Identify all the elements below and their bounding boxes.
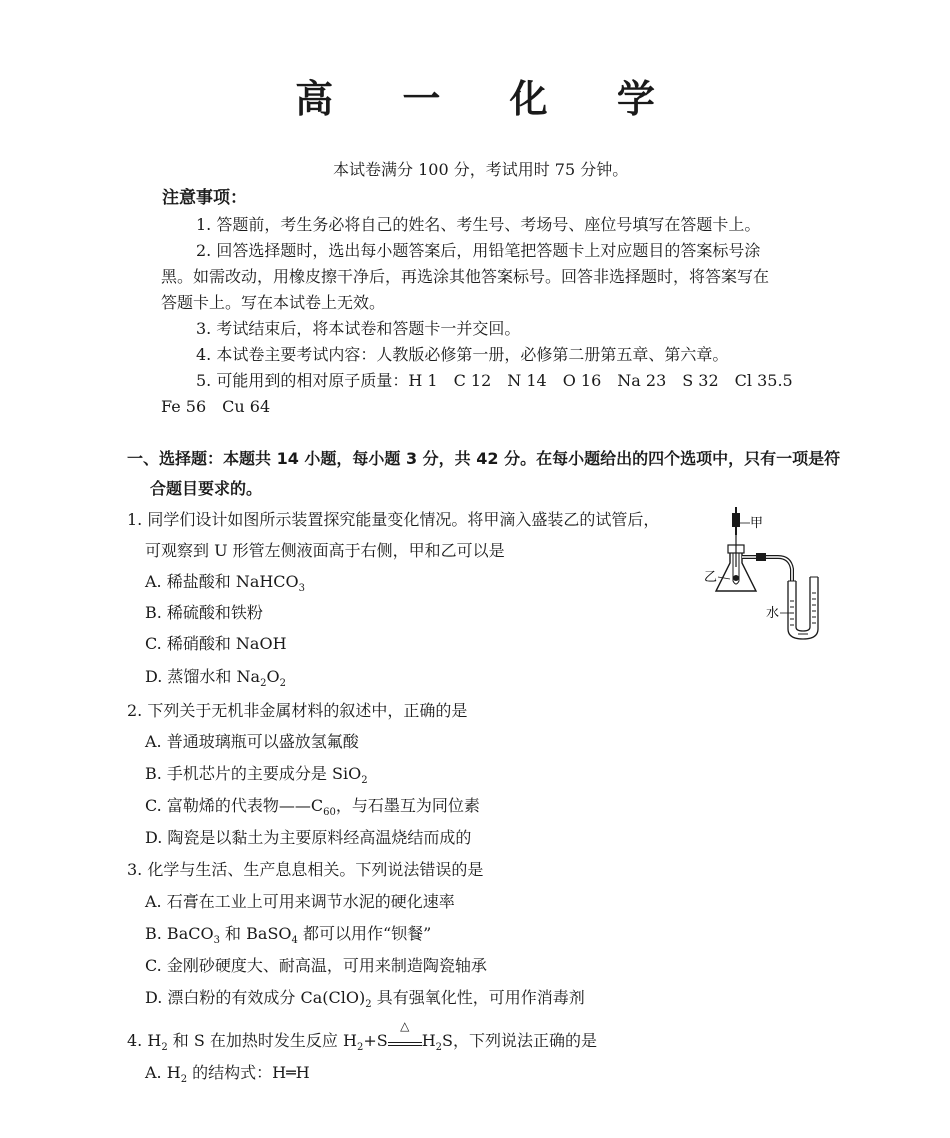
q4-option-a: A. $H_2$ 的结构式：H═H <box>145 1063 310 1085</box>
notice-item-5a: 5. 可能用到的相对原子质量：H 1 C 12 N 14 O 16 Na 23 S 32 Cl 35.5 <box>196 371 793 390</box>
section-heading-line2: 合题目要求的。 <box>150 479 263 498</box>
notice-item-5b: Fe 56 Cu 64 <box>161 397 271 416</box>
q1-stem-line2: 可观察到 U 形管左侧液面高于右侧，甲和乙可以是 <box>145 541 505 560</box>
q3-option-c: C. 金刚砂硬度大、耐高温，可用来制造陶瓷轴承 <box>145 956 487 975</box>
apparatus-figure <box>700 505 835 645</box>
q3-option-d: D. 漂白粉的有效成分 $Ca(ClO)_2$ 具有强氧化性，可用作消毒剂 <box>145 988 585 1010</box>
notice-heading: 注意事项： <box>162 188 247 208</box>
heating-condition-sign: △ <box>388 1034 422 1046</box>
label-jia: 甲 <box>750 516 764 531</box>
water <box>790 593 816 634</box>
q1-option-a: A. 稀盐酸和 NaHCO$_3$ <box>145 572 306 594</box>
q1-option-c: C. 稀硝酸和 NaOH <box>145 634 287 653</box>
notice-item-2a: 2. 回答选择题时，选出每小题答案后，用铅笔把答题卡上对应题目的答案标号涂 <box>196 241 761 260</box>
notice-item-1: 1. 答题前，考生务必将自己的姓名、考生号、考场号、座位号填写在答题卡上。 <box>196 215 761 234</box>
q3-stem: 3. 化学与生活、生产息息相关。下列说法错误的是 <box>127 860 484 879</box>
exam-intro: 本试卷满分 100 分，考试用时 75 分钟。 <box>333 160 629 179</box>
q2-stem: 2. 下列关于无机非金属材料的叙述中，正确的是 <box>127 701 468 720</box>
notice-item-2c: 答题卡上。写在本试卷上无效。 <box>161 293 386 312</box>
q2-option-a: A. 普通玻璃瓶可以盛放氢氟酸 <box>145 732 359 751</box>
label-yi: 乙 <box>704 570 718 585</box>
q2-option-c: C. 富勒烯的代表物$——C_{60}$，与石墨互为同位素 <box>145 796 480 818</box>
page-title: 高 一 化 学 <box>295 77 683 121</box>
dropper-bulb <box>732 513 740 527</box>
section-heading-line1: 一、选择题：本题共 14 小题，每小题 3 分，共 42 分。在每小题给出的四个选项中，只有一项是符 <box>127 449 841 468</box>
q1-option-d: D. 蒸馏水和 $Na_2O_2$ <box>145 667 286 689</box>
u-tube <box>788 577 818 639</box>
notice-item-3: 3. 考试结束后，将本试卷和答题卡一并交回。 <box>196 319 521 338</box>
label-shui: 水 <box>766 606 780 621</box>
q1-stem-line1: 1. 同学们设计如图所示装置探究能量变化情况。将甲滴入盛装乙的试管后， <box>127 510 660 529</box>
q2-option-b: B. 手机芯片的主要成分是 SiO$_2$ <box>145 764 368 786</box>
q4-stem: 4. $H_2$ 和 S 在加热时发生反应 $H_2+S$ △ $H_2S$，下列说法正确的是 <box>127 1019 597 1053</box>
notice-item-4: 4. 本试卷主要考试内容：人教版必修第一册，必修第二册第五章、第六章。 <box>196 345 729 364</box>
notice-item-2b: 黑。如需改动，用橡皮擦干净后，再选涂其他答案标号。回答非选择题时，将答案写在 <box>161 267 770 286</box>
q3-option-b: B. BaCO$_3$ 和 BaSO$_4$ 都可以用作“钡餐” <box>145 924 432 946</box>
q2-option-d: D. 陶瓷是以黏土为主要原料经高温烧结而成的 <box>145 828 472 847</box>
q1-option-b: B. 稀硫酸和铁粉 <box>145 603 263 622</box>
q3-option-a: A. 石膏在工业上可用来调节水泥的硬化速率 <box>145 892 455 911</box>
